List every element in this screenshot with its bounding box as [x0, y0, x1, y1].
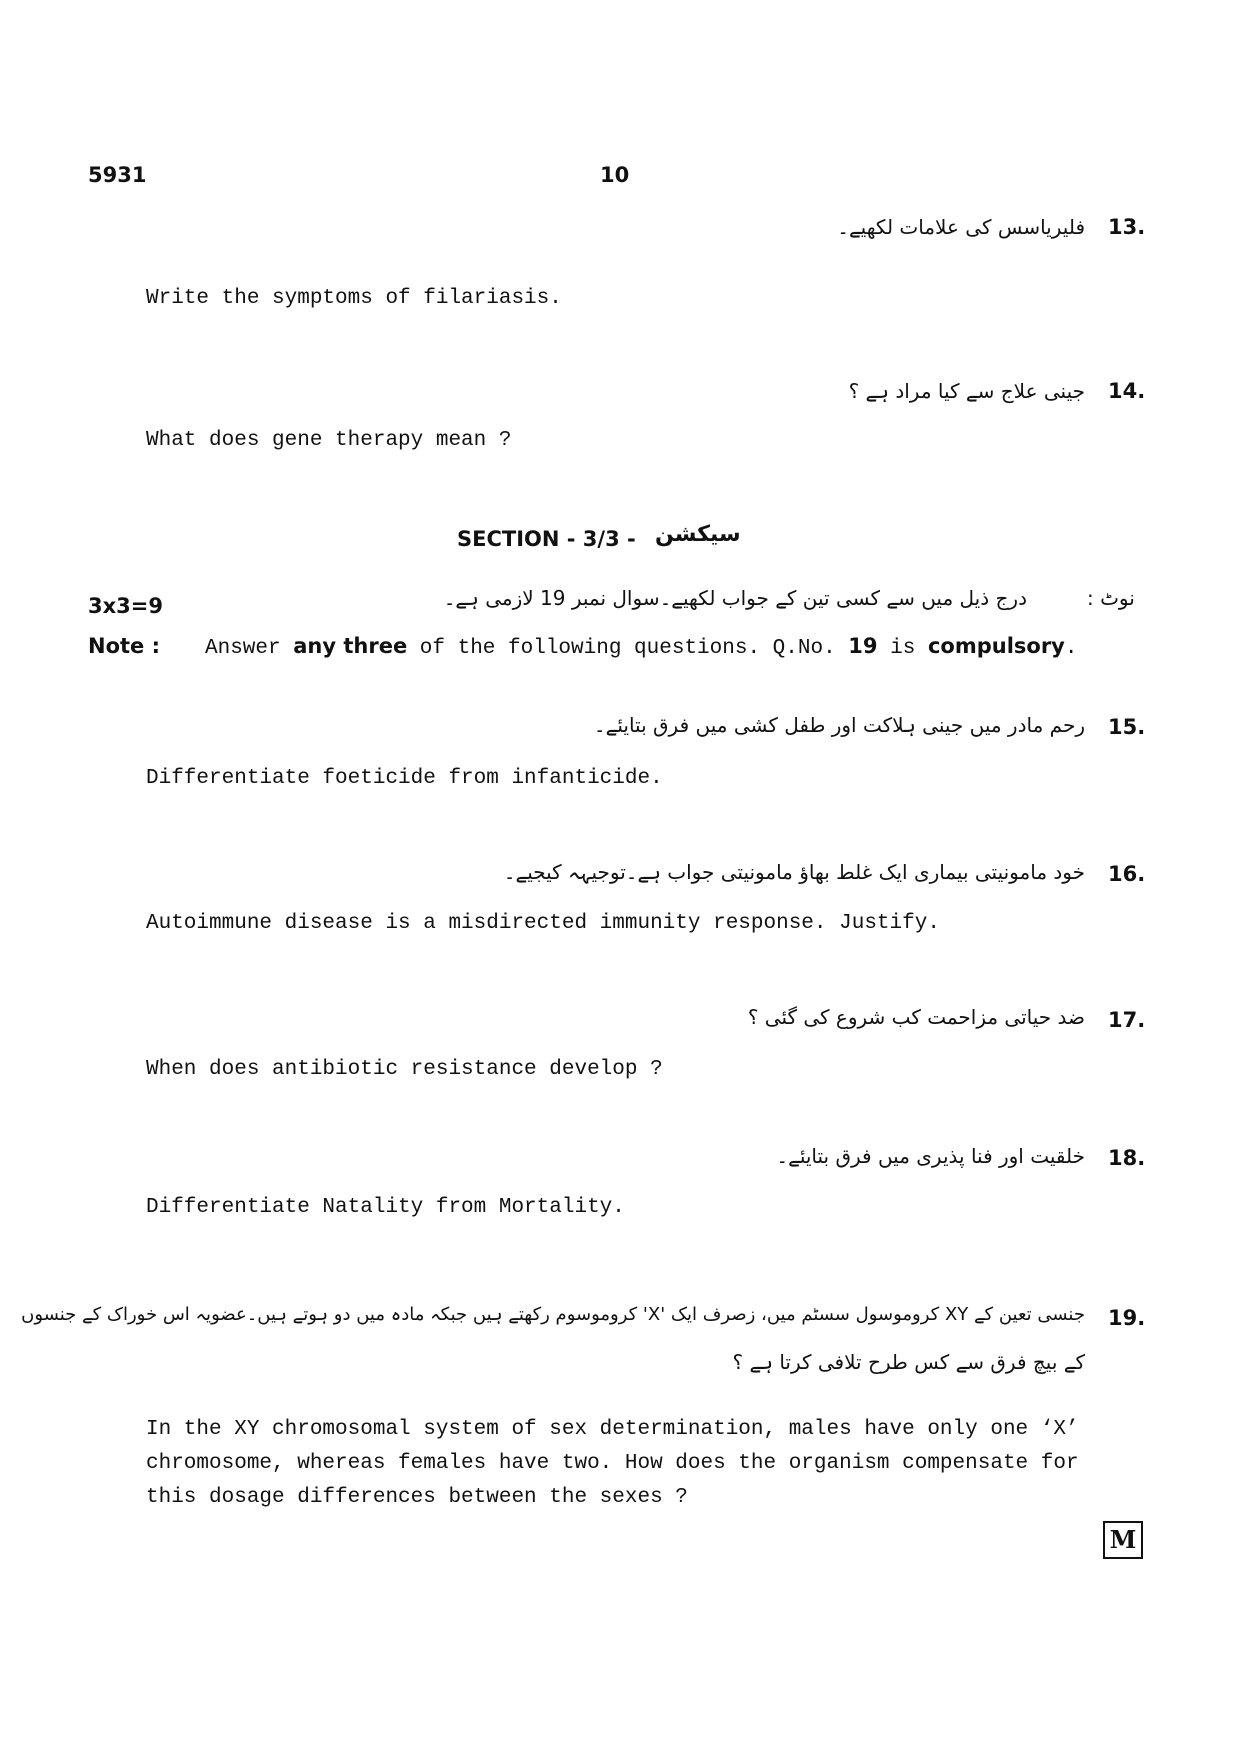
- note-urdu-text: درج ذیل میں سے کسی تین کے جواب لکھیے۔سوال نمبر 19 لازمی ہے۔: [443, 586, 1027, 610]
- question-number-16: 16.: [1108, 862, 1146, 886]
- question-number-13: 13.: [1108, 215, 1146, 239]
- q15-urdu: رحم مادر میں جینی ہلاکت اور طفل کشی میں فرق بتایئے۔: [593, 713, 1085, 737]
- q19-english-line3: this dosage differences between the sexes ?: [146, 1486, 688, 1509]
- note-text-pre: Answer: [205, 637, 281, 660]
- note-label: Note :: [88, 634, 160, 658]
- q15-english: Differentiate foeticide from infanticide.: [146, 767, 663, 790]
- q14-english: What does gene therapy mean ?: [146, 429, 512, 452]
- q18-num: 18: [1108, 1146, 1138, 1170]
- paper-code: 5931: [88, 163, 147, 187]
- q13-english: Write the symptoms of filariasis.: [146, 287, 562, 310]
- page-number: 10: [600, 163, 630, 187]
- note-text: [205, 634, 1077, 660]
- question-number-18: 18.: [1108, 1146, 1146, 1170]
- q16-english: Autoimmune disease is a misdirected immunity response. Justify.: [146, 912, 940, 935]
- marks-allocation: 3x3=9: [88, 594, 163, 618]
- q19-english-line2: chromosome, whereas females have two. How does the organism compensate for: [146, 1452, 1079, 1475]
- q13-urdu: فلیریاسس کی علامات لکھیے۔: [837, 215, 1085, 239]
- q19-num: 19: [1108, 1306, 1138, 1330]
- note-urdu-label: نوٹ :: [1087, 586, 1135, 610]
- footer-mark: M: [1103, 1521, 1143, 1559]
- q17-english: When does antibiotic resistance develop ?: [146, 1058, 663, 1081]
- q18-urdu: خلقیت اور فنا پذیری میں فرق بتایئے۔: [776, 1144, 1085, 1168]
- q14-urdu: جینی علاج سے کیا مراد ہے ؟: [848, 379, 1085, 403]
- note-text-end: .: [1064, 637, 1078, 660]
- q18-english: Differentiate Natality from Mortality.: [146, 1196, 625, 1219]
- q17-num: 17: [1108, 1008, 1138, 1032]
- q16-urdu: خود مامونیتی بیماری ایک غلط بھاؤ مامونیتی جواب ہے۔توجیہہ کیجیے۔: [503, 860, 1085, 884]
- question-number-14: 14.: [1108, 379, 1146, 403]
- q16-num: 16: [1108, 862, 1138, 886]
- q17-urdu: ضد حیاتی مزاحمت کب شروع کی گئی ؟: [747, 1005, 1085, 1029]
- q19-urdu-line2: کے بیچ فرق سے کس طرح تلافی کرتا ہے ؟: [732, 1350, 1085, 1374]
- q19-urdu-line1: جنسی تعین کے XY کروموسول سسٹم میں، زصرف ایک 'X' کروموسوم رکھتے ہیں جبکہ مادہ میں دو ہوتے ہیں۔عضویہ اس خوراک کے جنسوں: [21, 1304, 1085, 1325]
- note-compulsory: compulsory: [927, 634, 1065, 658]
- note-text-is: is: [890, 637, 916, 660]
- section-heading: SECTION - 3/3 -: [457, 527, 636, 551]
- note-qno: 19: [848, 634, 878, 658]
- q15-num: 15: [1108, 715, 1138, 739]
- question-number-19: 19.: [1108, 1306, 1146, 1330]
- note-text-mid: of the following questions. Q.No.: [419, 637, 836, 660]
- q14-num: 14: [1108, 379, 1138, 403]
- q19-english-line1: In the XY chromosomal system of sex determination, males have only one ‘X’: [146, 1418, 1079, 1441]
- question-number-15: 15.: [1108, 715, 1146, 739]
- note-any-three: any three: [293, 634, 408, 658]
- section-urdu: سیکشن: [655, 522, 741, 547]
- q13-num: 13: [1108, 215, 1138, 239]
- question-number-17: 17.: [1108, 1008, 1146, 1032]
